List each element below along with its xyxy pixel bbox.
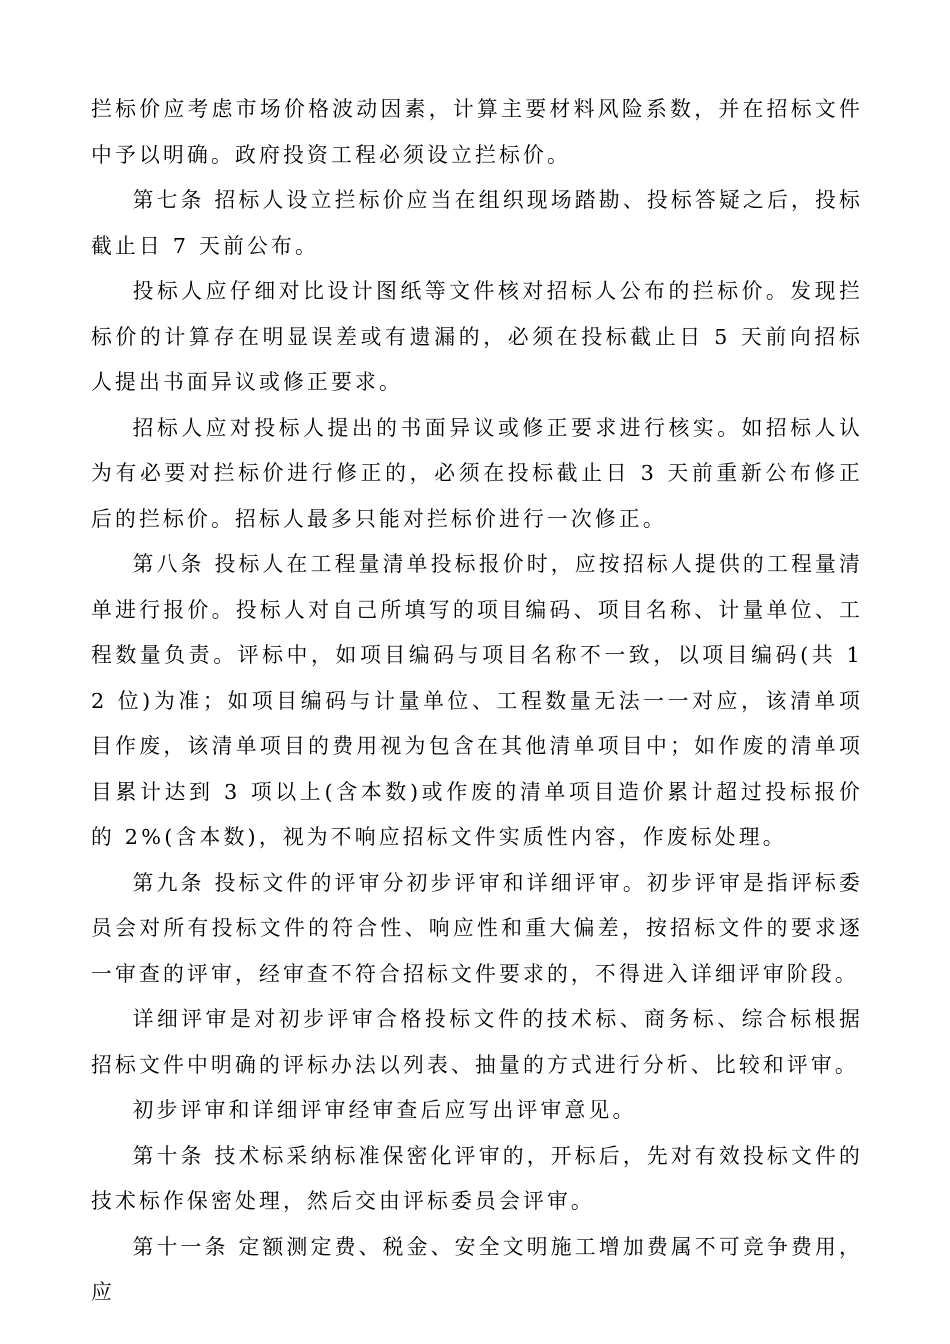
document-page [91,87,863,1316]
paragraph-article-11: 第十一条 定额测定费、税金、安全文明施工增加费属不可竞争费用，应 [91,1234,863,1304]
paragraph-3: 投标人应仔细对比设计图纸等文件核对招标人公布的拦标价。发现拦标价的计算存在明显误差或有遗漏的，必须在投标截止日 5 天前向招标人提出书面异议或修正要求。 [91,279,863,394]
paragraph-1: 拦标价应考虑市场价格波动因素，计算主要材料风险系数，并在招标文件中予以明确。政府投资工程必须设立拦标价。 [91,97,863,167]
paragraph-article-8: 第八条 投标人在工程量清单投标报价时，应按招标人提供的工程量清单进行报价。投标人对自己所填写的项目编码、项目名称、计量单位、工程数量负责。评标中，如项目编码与项目名称不一致，以项目编码(共 12 位)为准；如项目编码与计量单位、工程数量无法一一对应，该清单项目作废，该清单项目的费用视为包含在其他清单项目中；如作废的清单项目累计达到 3 项以上(含本数)或作废的清单项目造价累计超过投标报价的 2%(含本数)，视为不响应招标文件实质性内容，作废标处理。 [91,552,863,849]
paragraph-article-7: 第七条 招标人设立拦标价应当在组织现场踏勘、投标答疑之后，投标截止日 7 天前公布。 [91,188,863,258]
paragraph-4: 招标人应对投标人提出的书面异议或修正要求进行核实。如招标人认为有必要对拦标价进行修正的，必须在投标截止日 3 天前重新公布修正后的拦标价。招标人最多只能对拦标价进行一次修正。 [91,415,863,531]
paragraph-article-9: 第九条 投标文件的评审分初步评审和详细评审。初步评审是指评标委员会对所有投标文件的符合性、响应性和重大偏差，按招标文件的要求逐一审查的评审，经审查不符合招标文件要求的，不得进入详细评审阶段。 [91,870,863,986]
paragraph-7: 详细评审是对初步评审合格投标文件的技术标、商务标、综合标根据招标文件中明确的评标办法以列表、抽量的方式进行分析、比较和评审。 [91,1007,863,1077]
paragraph-8: 初步评审和详细评审经审查后应写出评审意见。 [132,1098,637,1122]
paragraph-article-10: 第十条 技术标采纳标准保密化评审的，开标后，先对有效投标文件的技术标作保密处理，然后交由评标委员会评审。 [91,1143,863,1213]
